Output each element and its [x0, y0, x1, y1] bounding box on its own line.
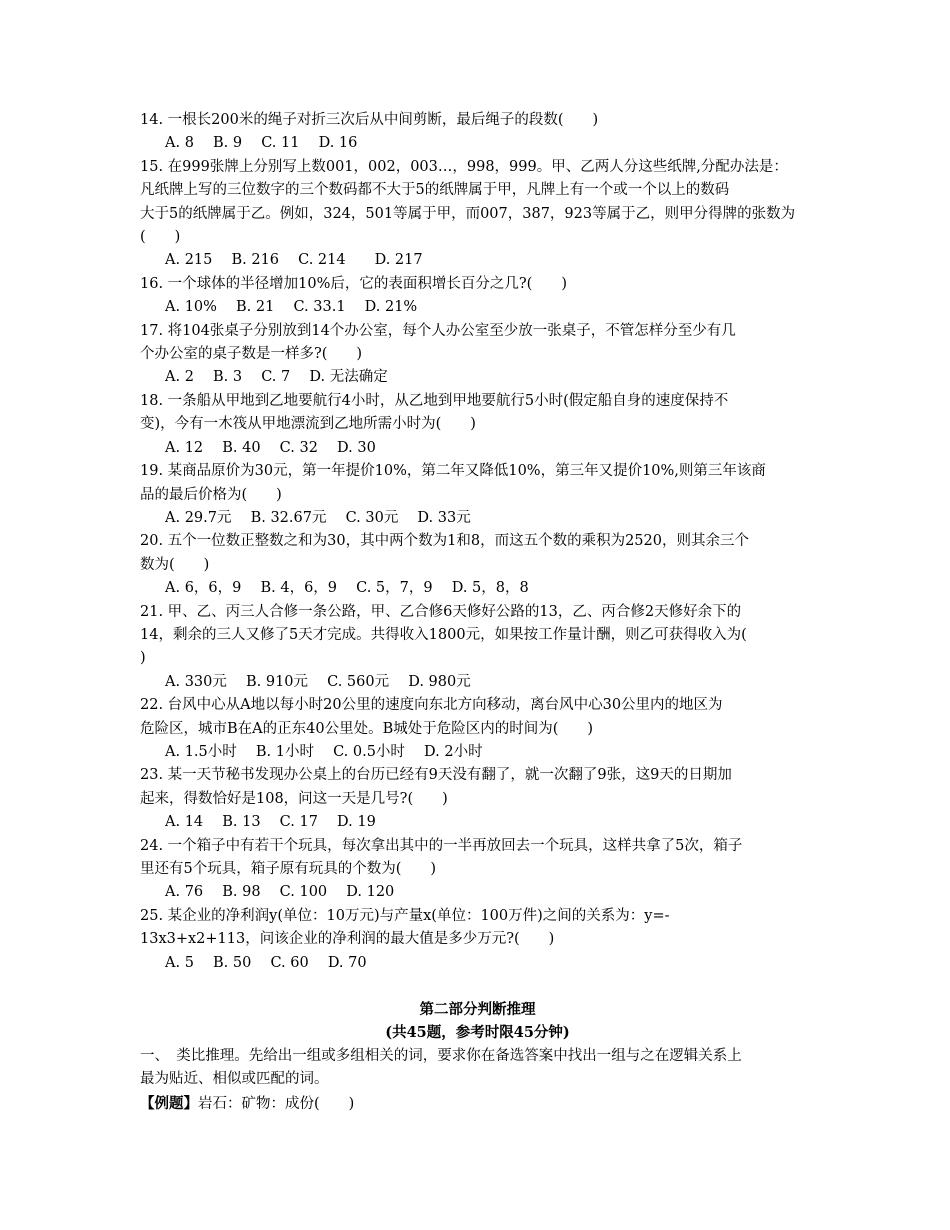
question-text-line: 24. 一个箱子中有若干个玩具，每次拿出其中的一半再放回去一个玩具，这样共拿了5次，箱子	[140, 837, 743, 854]
question-list	[140, 109, 815, 975]
question-block	[140, 109, 815, 156]
question-block	[140, 460, 815, 530]
answer-options: A. 76 B. 98 C. 100 D. 120	[165, 884, 395, 901]
answer-options: A. 5 B. 50 C. 60 D. 70	[165, 954, 367, 971]
question-text-line: 变)，今有一木筏从甲地漂流到乙地所需小时为( )	[140, 416, 476, 433]
question-block	[140, 835, 815, 905]
example-line	[140, 1092, 815, 1116]
question-text-line: 17. 将104张桌子分别放到14个办公室，每个人办公室至少放一张桌子，不管怎样分至少有几	[140, 322, 736, 339]
question-text-line: 20. 五个一位数正整数之和为30，其中两个数为1和8，而这五个数的乘积为2520，则其余三个	[140, 533, 749, 550]
answer-options: A. 2 B. 3 C. 7 D. 无法确定	[165, 369, 388, 386]
question-block	[140, 905, 815, 975]
question-text-line: 14，剩余的三人又修了5天才完成。共得收入1800元，如果按工作量计酬，则乙可获得收入为(	[140, 626, 747, 643]
question-text-line: 14. 一根长200米的绳子对折三次后从中间剪断，最后绳子的段数( )	[140, 112, 599, 128]
answer-options: A. 10% B. 21 C. 33.1 D. 21%	[165, 299, 418, 316]
question-text-line: )	[140, 650, 146, 667]
question-block	[140, 694, 815, 764]
section-subtitle: (共45题，参考时限45分钟)	[385, 1024, 570, 1042]
example-text: 岩石：矿物：成份( )	[198, 1095, 355, 1112]
document-page	[140, 109, 815, 1116]
question-block	[140, 764, 815, 834]
question-block	[140, 530, 815, 600]
question-text-line: 22. 台风中心从A地以每小时20公里的速度向东北方向移动，离台风中心30公里内的地区为	[140, 697, 723, 714]
question-text-line: ( )	[140, 229, 181, 246]
section-spacer	[140, 975, 815, 998]
question-block	[140, 320, 815, 390]
question-text-line: 15. 在999张牌上分别写上数001，002，003…，998，999。甲、乙两人分这些纸牌,分配办法是：	[140, 158, 788, 175]
question-text-line: 大于5的纸牌属于乙。例如，324，501等属于甲，而007，387，923等属于乙，则甲分得牌的张数为	[140, 205, 796, 222]
answer-options: A. 29.7元 B. 32.67元 C. 30元 D. 33元	[165, 509, 471, 526]
question-text-line: 凡纸牌上写的三位数字的三个数码都不大于5的纸牌属于甲，凡牌上有一个或一个以上的数码	[140, 182, 730, 199]
example-label: 【例题】	[140, 1094, 198, 1112]
answer-options: A. 6，6，9 B. 4，6，9 C. 5，7，9 D. 5，8，8	[165, 580, 529, 597]
question-text-line: 13x3+x2+113，问该企业的净利润的最大值是多少万元?( )	[140, 931, 555, 948]
question-text-line: 危险区，城市B在A的正东40公里处。B城处于危险区内的时间为( )	[140, 720, 594, 737]
answer-options: A. 12 B. 40 C. 32 D. 30	[165, 439, 376, 456]
question-text-line: 里还有5个玩具，箱子原有玩具的个数为( )	[140, 861, 437, 877]
section-intro-line-2: 最为贴近、相似或匹配的词。	[140, 1071, 329, 1088]
answer-options: A. 330元 B. 910元 C. 560元 D. 980元	[165, 673, 471, 690]
section-title: 第二部分判断推理	[419, 1001, 536, 1019]
question-text-line: 19. 某商品原价为30元，第一年提价10%，第二年又降低10%，第三年又提价10%,则第三年该商	[140, 463, 766, 480]
question-block	[140, 601, 815, 695]
question-text-line: 23. 某一天节秘书发现办公桌上的台历已经有9天没有翻了，就一次翻了9张，这9天的日期加	[140, 767, 732, 784]
answer-options: A. 14 B. 13 C. 17 D. 19	[165, 814, 376, 831]
answer-options: A. 8 B. 9 C. 11 D. 16	[165, 135, 358, 152]
section-intro-line-1: 一、 类比推理。先给出一组或多组相关的词，要求你在备选答案中找出一组与之在逻辑关系上	[140, 1047, 742, 1064]
question-text-line: 18. 一条船从甲地到乙地要航行4小时，从乙地到甲地要航行5小时(假定船自身的速度保持不	[140, 392, 729, 409]
question-text-line: 16. 一个球体的半径增加10%后，它的表面积增长百分之几?( )	[140, 275, 567, 292]
question-text-line: 数为( )	[140, 556, 210, 573]
question-text-line: 品的最后价格为( )	[140, 486, 282, 503]
question-block	[140, 390, 815, 460]
question-text-line: 21. 甲、乙、丙三人合修一条公路，甲、乙合修6天修好公路的13，乙、丙合修2天修好余下的	[140, 603, 742, 620]
question-text-line: 起来，得数恰好是108，问这一天是几号?( )	[140, 790, 448, 807]
answer-options: A. 1.5小时 B. 1小时 C. 0.5小时 D. 2小时	[165, 743, 483, 760]
question-block	[140, 156, 815, 273]
answer-options: A. 215 B. 216 C. 214 D. 217	[165, 252, 423, 269]
question-text-line: 25. 某企业的净利润y(单位：10万元)与产量x(单位：100万件)之间的关系为：y=-	[140, 907, 670, 924]
question-text-line: 个办公室的桌子数是一样多?( )	[140, 346, 363, 363]
question-block	[140, 273, 815, 320]
